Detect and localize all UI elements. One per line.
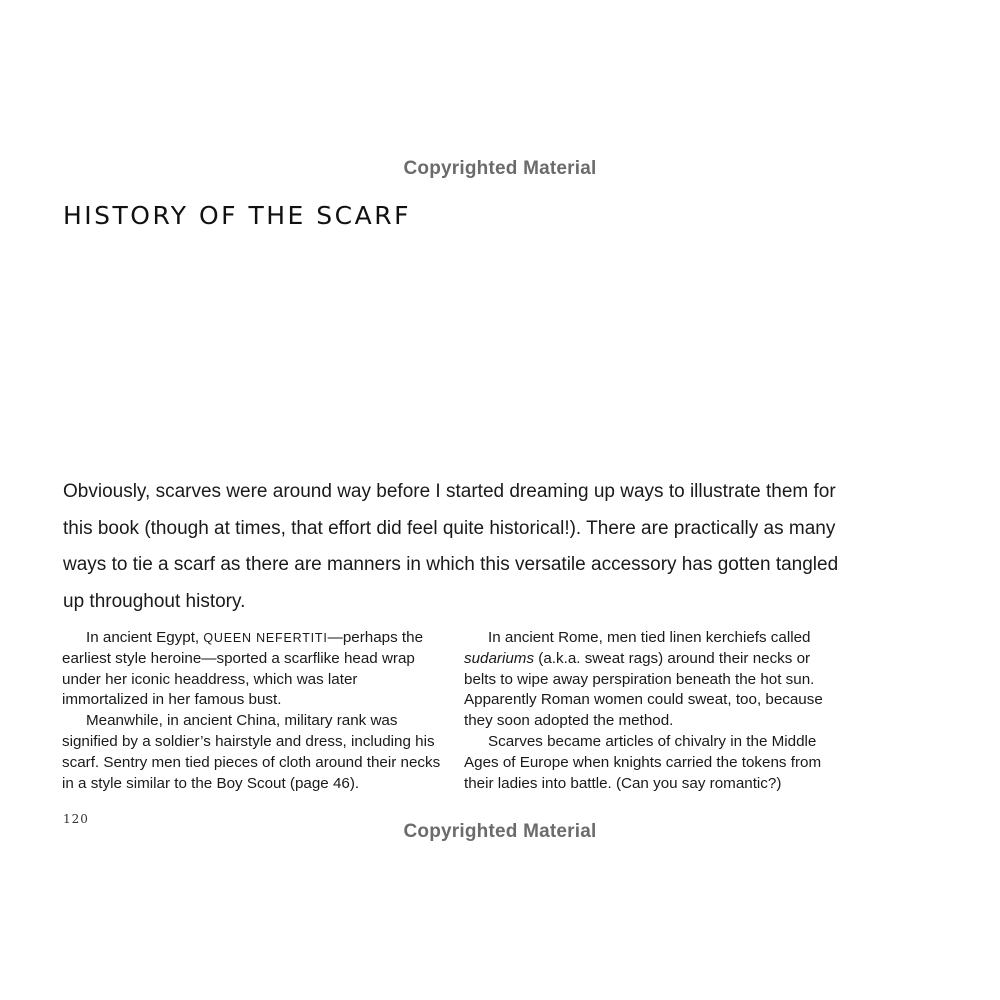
middle-ages-paragraph: Scarves became articles of chivalry in the Middle Ages of Europe when knights carried the tokens from their ladies into battle. (Can you say romantic?) [464, 732, 822, 792]
rome-paragraph [464, 628, 844, 732]
left-column [62, 628, 442, 794]
watermark-bottom: Copyrighted Material [403, 821, 597, 842]
intro-paragraph: Obviously, scarves were around way before I started dreaming up ways to illustrate them for this book (though at times, that effort did feel quite historical!). There are practically as many ways to tie a scarf as there are manners in which this versatile accessory has gotten tangled up throughout history. [63, 481, 839, 612]
china-paragraph: Meanwhile, in ancient China, military rank was signified by a soldier’s hairstyle and dress, including his scarf. Sentry men tied pieces of cloth around their necks in a style similar to the Boy Scout (page 46). [62, 712, 441, 792]
egypt-text-start: In ancient Egypt, [86, 629, 204, 646]
queen-nefertiti-name: QUEEN NEFERTITI [203, 631, 328, 645]
page-number: 120 [63, 812, 89, 826]
page-title: HISTORY OF THE SCARF [63, 201, 411, 230]
sudariums-term: sudariums [464, 649, 535, 667]
rome-text-end: (a.k.a. sweat rags) around their necks or belts to wipe away perspiration beneath the hot sun. Apparently Roman women could sweat, too, because they soon adopted the method. [464, 649, 823, 730]
egypt-text-end: —perhaps the earliest style heroine—sported a scarflike head wrap under her iconic headdress, which was later immortalized in her famous bust. [62, 629, 424, 709]
watermark-top: Copyrighted Material [403, 158, 597, 179]
rome-text-start: In ancient Rome, men tied linen kerchiefs called [488, 629, 811, 646]
right-column [464, 628, 844, 794]
egypt-paragraph [62, 628, 442, 711]
